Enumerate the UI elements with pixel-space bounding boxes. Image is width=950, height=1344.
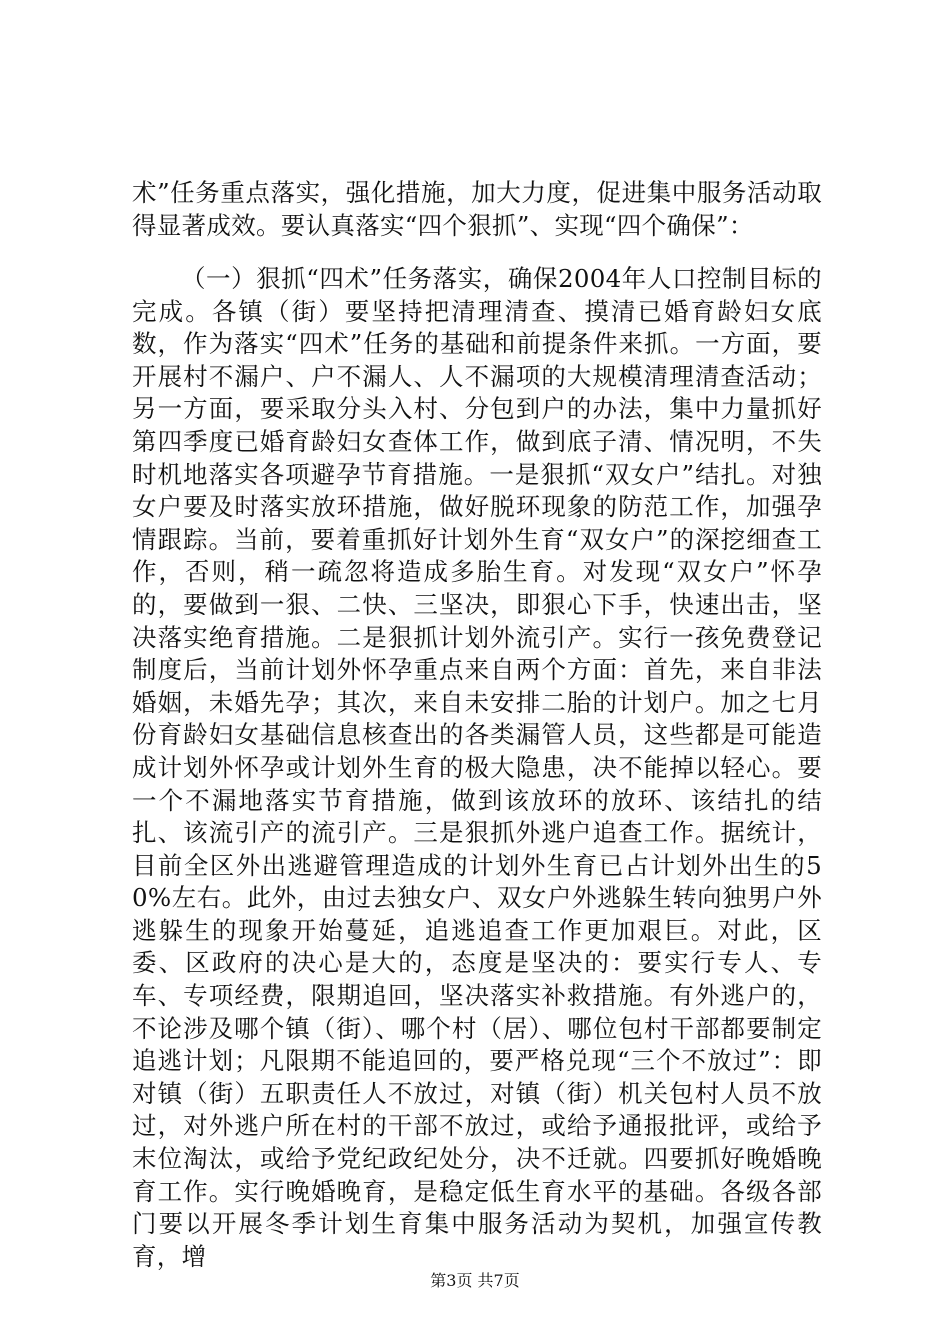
page-footer: 第3页 共7页 bbox=[430, 1271, 520, 1290]
paragraph-section-one: （一）狠抓“四术”任务落实，确保2004年人口控制目标的完成。各镇（街）要坚持把清理清查、摸清已婚育龄妇女底数，作为落实“四术”任务的基础和前提条件来抓。一方面，要开展村不漏户、户不漏人、人不漏项的大规模清理清查活动；另一方面，要采取分头入村、分包到户的办法，集中力量抓好第四季度已婚育龄妇女查体工作，做到底子清、情况明，不失时机地落实各项避孕节育措施。一是狠抓“双女户”结扎。对独女户要及时落实放环措施，做好脱环现象的防范工作，加强孕情跟踪。当前，要着重抓好计划外生育“双女户”的深挖细查工作，否则，稍一疏忽将造成多胎生育。对发现“双女户”怀孕的，要做到一狠、二快、三坚决，即狠心下手，快速出击，坚决落实绝育措施。二是狠抓计划外流引产。实行一孩免费登记制度后，当前计划外怀孕重点来自两个方面：首先，来自非法婚姻，未婚先孕；其次，来自未安排二胎的计划户。加之七月份育龄妇女基础信息核查出的各类漏管人员，这些都是可能造成计划外怀孕或计划外生育的极大隐患，决不能掉以轻心。要一个不漏地落实节育措施，做到该放环的放环、该结扎的结扎、该流引产的流引产。三是狠抓外逃户追查工作。据统计，目前全区外出逃避管理造成的计划外生育已占计划外出生的50%左右。此外，由过去独女户、双女户外逃躲生转向独男户外逃躲生的现象开始蔓延，追逃追查工作更加艰巨。对此，区委、区政府的决心是大的，态度是坚决的：要实行专人、专车、专项经费，限期追回，坚决落实补救措施。有外逃户的，不论涉及哪个镇（街）、哪个村（居）、哪位包村干部都要制定追逃计划；凡限期不能追回的，要严格兑现“三个不放过”：即对镇（街）五职责任人不放过，对镇（街）机关包村人员不放过，对外逃户所在村的干部不放过，或给予通报批评，或给予末位淘汰，或给予党纪政纪处分，决不迁就。四要抓好晚婚晚育工作。实行晚婚晚育，是稳定低生育水平的基础。各级各部门要以开展冬季计划生育集中服务活动为契机，加强宣传教育，增 bbox=[132, 264, 822, 1271]
paragraph-continuation: 术”任务重点落实，强化措施，加大力度，促进集中服务活动取得显著成效。要认真落实“四个狠抓”、实现“四个确保”： bbox=[132, 178, 823, 240]
